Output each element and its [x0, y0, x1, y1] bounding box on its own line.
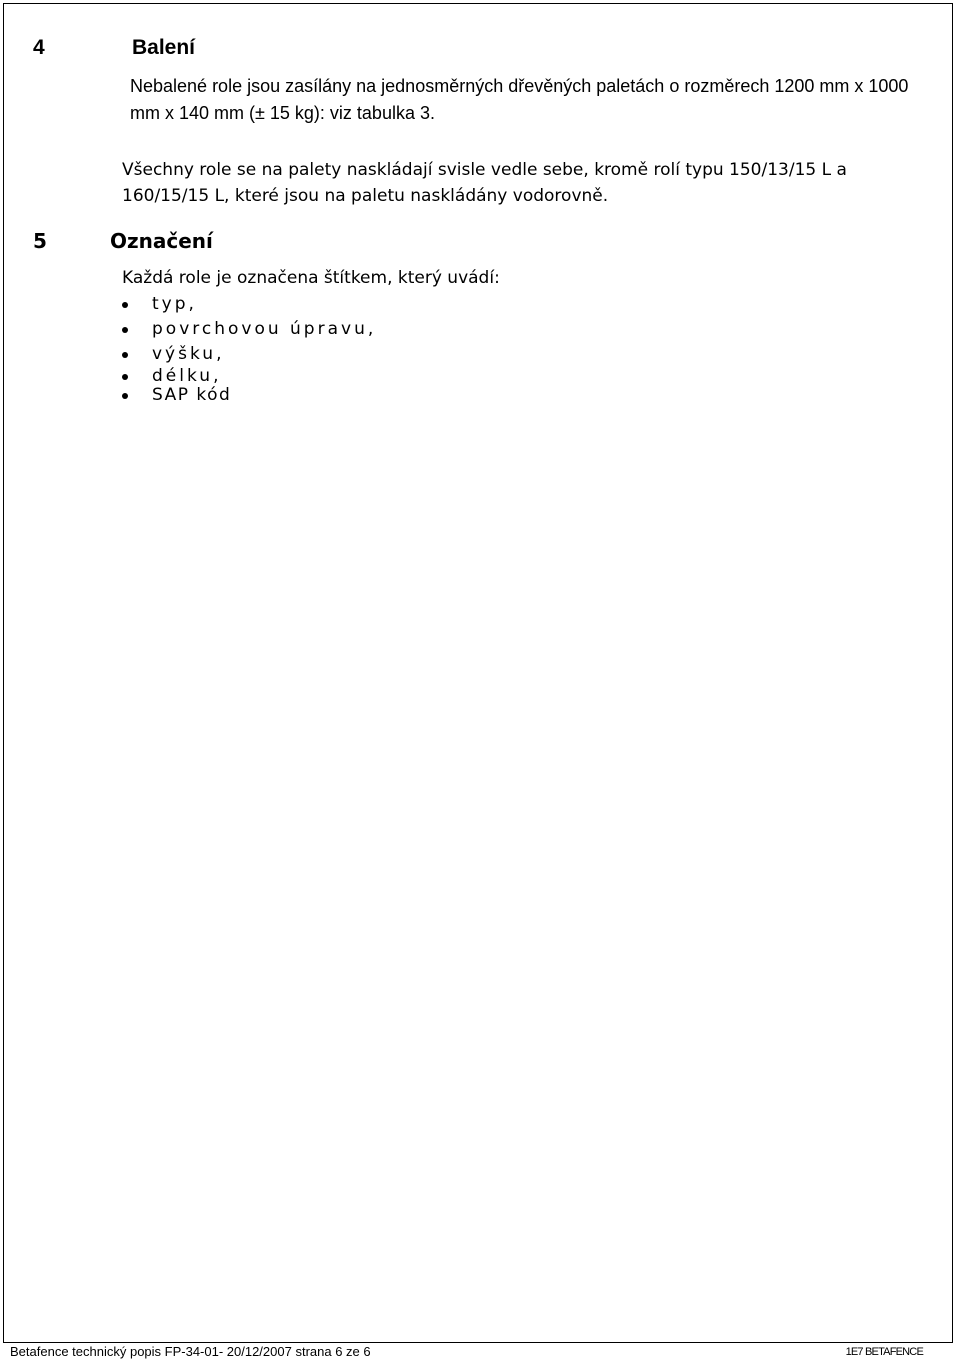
- section-5-intro: Každá role je označena štítkem, který uvádí:: [122, 268, 500, 288]
- list-item-text: výšku,: [152, 344, 225, 364]
- list-item-text: povrchovou úpravu,: [152, 319, 377, 339]
- list-item-text: délku,: [152, 366, 222, 386]
- list-item-text: SAP kód: [152, 385, 232, 405]
- section-5-number: 5: [33, 229, 47, 253]
- footer-document-info: Betafence technický popis FP-34-01- 20/12/2007 strana 6 ze 6: [10, 1344, 371, 1359]
- bullet-icon: [122, 302, 128, 308]
- section-4-paragraph-2: Všechny role se na palety naskládají svisle vedle sebe, kromě rolí typu 150/13/15 L a 160/15/15 L, které jsou na paletu naskládány vodorovně.: [122, 160, 847, 206]
- bullet-icon: [122, 393, 128, 399]
- page-footer: [3, 1344, 953, 1360]
- section-4-number: 4: [33, 36, 45, 59]
- section-4-title: Balení: [132, 36, 196, 59]
- section-5-title: Označení: [110, 229, 213, 253]
- bullet-icon: [122, 374, 128, 380]
- section-4-paragraph: Nebalené role jsou zasílány na jednosměrných dřevěných paletách o rozměrech 1200 mm x 1000 mm x 140 mm (± 15 kg): viz tabulka 3.: [130, 76, 909, 123]
- footer-code: 1E7 BETAFENCE: [845, 1346, 923, 1358]
- bullet-icon: [122, 327, 128, 333]
- list-item-text: typ,: [152, 294, 197, 314]
- bullet-icon: [122, 352, 128, 358]
